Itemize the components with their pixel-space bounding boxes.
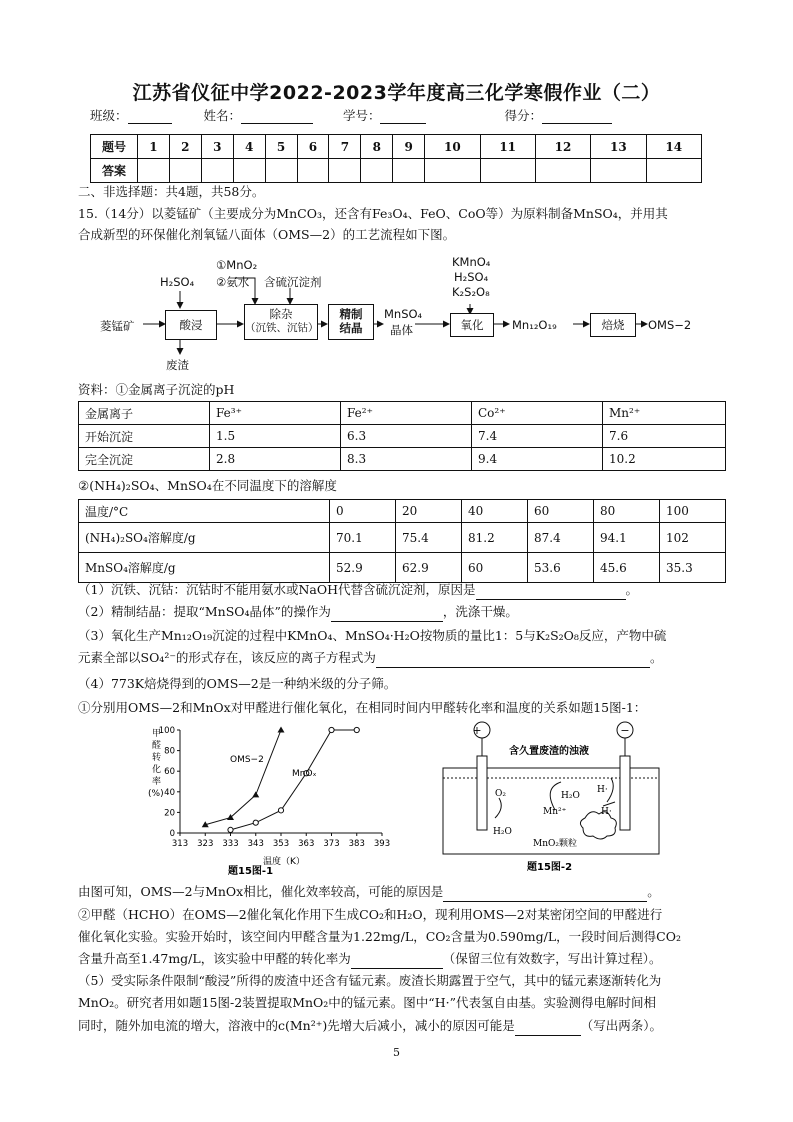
ph-cell: 10.2	[603, 448, 726, 471]
answer-blank[interactable]	[331, 609, 443, 622]
ph-header-cell: Fe³⁺	[210, 402, 341, 425]
sol-header-cell: 100	[660, 500, 726, 523]
mn2-label: Mn²⁺	[543, 807, 567, 817]
answer-cell[interactable]	[535, 159, 590, 183]
sol-cell: 102	[660, 523, 726, 553]
answer-blank[interactable]	[443, 889, 647, 902]
plus-sign: +	[472, 724, 482, 737]
question-4-2-line1: ②甲醛（HCHO）在OMS—2催化氧化作用下生成CO₂和H₂O，现利用OMS—2对某密闭空间的甲醛进行	[78, 907, 663, 922]
particle-label: MnO₂颗粒	[533, 839, 577, 849]
oxidant-kmno4-label: KMnO₄	[452, 255, 491, 269]
oxidant-h2so4-label: H₂SO₄	[454, 270, 489, 284]
series-line	[231, 730, 357, 830]
question-4-2-line3	[78, 949, 661, 969]
figure-2-caption: 题15图-2	[527, 862, 573, 873]
crystal-label: 晶体	[390, 323, 413, 337]
ph-header-cell: Fe²⁺	[341, 402, 472, 425]
solubility-table	[78, 499, 726, 583]
question-number: 2	[169, 135, 201, 159]
question-number: 10	[425, 135, 480, 159]
y-tick-label: 100	[158, 726, 175, 736]
table-row	[79, 523, 726, 553]
id-blank[interactable]	[380, 111, 426, 124]
x-tick-label: 323	[197, 839, 214, 849]
student-info	[90, 106, 612, 124]
h2o-mid-label: H₂O	[561, 791, 580, 801]
name-label: 姓名：	[203, 108, 241, 123]
slurry-label: 含久置废渣的浊液	[509, 746, 589, 757]
question-1-text: （1）沉铁、沉钴：沉钴时不能用氨水或NaOH代替含硫沉淀剂，原因是	[78, 582, 476, 597]
x-tick-label: 393	[373, 839, 391, 849]
impurity-removal-detail: （沉铁、沉钴）	[245, 322, 319, 334]
table-row	[79, 553, 726, 583]
chart-ylabel-line3: 转	[152, 753, 162, 763]
sol-header-cell: 40	[462, 500, 528, 523]
electrolysis-apparatus-diagram	[435, 718, 675, 876]
x-tick-label: 363	[298, 839, 315, 849]
answer-blank[interactable]	[376, 655, 650, 668]
question-number: 4	[233, 135, 265, 159]
answer-cell[interactable]	[646, 159, 701, 183]
x-tick-label: 373	[323, 839, 340, 849]
question-5-line2: MnO₂。研究者用如题15图-2装置提取MnO₂中的锰元素。图中“H·”代表氢自由基。实验测得电解时间相	[78, 995, 656, 1010]
y-tick-label: 0	[169, 829, 175, 839]
x-tick-label: 353	[272, 839, 290, 849]
answer-blank[interactable]	[476, 587, 626, 600]
series-label-oms2: OMS−2	[230, 755, 264, 765]
answer-table-answer-row	[91, 159, 702, 183]
question-number: 12	[535, 135, 590, 159]
reference-1-title: 资料：①金属离子沉淀的pH	[78, 382, 235, 397]
oxidation-box: 氧化	[450, 313, 494, 337]
question-4-2d-text: （保留三位有效数字，写出计算过程）。	[442, 951, 662, 966]
question-number: 11	[480, 135, 535, 159]
sol-cell: MnSO₄溶解度/g	[79, 553, 330, 583]
y-tick-label: 60	[164, 767, 175, 778]
oms2-product-label: OMS−2	[648, 318, 692, 332]
minus-sign: −	[620, 724, 630, 737]
answer-table	[90, 134, 702, 183]
chart-ylabel-line5: 率	[152, 777, 162, 787]
answer-cell[interactable]	[297, 159, 329, 183]
ph-header-cell: Co²⁺	[472, 402, 603, 425]
ph-cell: 1.5	[210, 425, 341, 448]
sol-cell: 60	[462, 553, 528, 583]
chart-ylabel-line4: 化	[152, 765, 162, 775]
data-point-oms2	[278, 727, 285, 733]
question-2-tail: ，洗涤干燥。	[442, 604, 518, 619]
y-tick-label: 40	[164, 787, 175, 798]
question-number: 8	[361, 135, 393, 159]
question-4-2c-text: 含量升高至1.47mg/L，该实验中甲醛的转化率为	[78, 951, 351, 966]
question-4: （4）773K焙烧得到的OMS—2是一种纳米级的分子筛。	[78, 676, 397, 691]
sol-cell: 62.9	[396, 553, 462, 583]
answer-cell[interactable]	[425, 159, 480, 183]
sol-header-cell: 0	[330, 500, 396, 523]
ph-table-header	[79, 402, 726, 425]
question-3-line1: （3）氧化生产Mn₁₂O₁₉沉淀的过程中KMnO₄、MnSO₄·H₂O按物质的量比1：5与K₂S₂O₈反应，产物中硫	[78, 628, 667, 643]
question-3-text: 元素全部以SO₄²⁻的形式存在，该反应的离子方程式为	[78, 650, 376, 665]
ph-cell: 9.4	[472, 448, 603, 471]
anode	[477, 756, 487, 830]
question-5d-text: （写出两条）。	[580, 1018, 662, 1033]
sol-cell: 45.6	[594, 553, 660, 583]
reaction-arrow	[603, 802, 615, 806]
answer-cell[interactable]	[169, 159, 201, 183]
calcination-box: 焙烧	[590, 313, 636, 337]
x-tick-label: 383	[348, 839, 365, 849]
ph-cell: 7.6	[603, 425, 726, 448]
answer-blank[interactable]	[351, 956, 443, 969]
impurity-removal-box	[244, 304, 318, 340]
reference-2-title: ②(NH₄)₂SO₄、MnSO₄在不同温度下的溶解度	[78, 478, 337, 493]
question-number: 14	[646, 135, 701, 159]
answer-cell[interactable]	[591, 159, 646, 183]
ph-table	[78, 401, 726, 471]
o2-label: O₂	[495, 789, 506, 799]
data-point-mnox	[228, 827, 233, 832]
reaction-arrow	[550, 782, 561, 810]
sol-header-cell: 80	[594, 500, 660, 523]
data-point-mnox	[354, 727, 359, 732]
answer-cell[interactable]	[138, 159, 170, 183]
conversion-rate-chart	[100, 718, 410, 876]
answer-cell[interactable]	[361, 159, 393, 183]
mn12o19-label: Mn₁₂O₁₉	[512, 318, 557, 332]
series-label-mnox: MnOₓ	[292, 769, 317, 779]
chart-ylabel-line1: 甲	[152, 729, 162, 739]
x-tick-label: 333	[222, 839, 239, 849]
question-2-text: （2）精制结晶：提取“MnSO₄晶体”的操作为	[78, 604, 331, 619]
figure-1-caption: 题15图-1	[228, 866, 274, 876]
page-number: 5	[393, 1046, 400, 1059]
sol-header-cell: 20	[396, 500, 462, 523]
reaction-arrow	[495, 798, 501, 818]
name-blank[interactable]	[241, 111, 313, 124]
chart-xlabel: 温度（K）	[263, 857, 305, 867]
answer-cell[interactable]	[329, 159, 361, 183]
chart-ylabel-line2: 醛	[152, 741, 162, 751]
data-point-mnox	[278, 808, 283, 813]
answer-cell[interactable]	[480, 159, 535, 183]
ph-cell: 8.3	[341, 448, 472, 471]
data-point-oms2	[252, 791, 259, 797]
question-2	[78, 602, 518, 622]
sol-cell: 70.1	[330, 523, 396, 553]
q15-stem-line1: 15.（14分）以菱锰矿（主要成分为MnCO₃，还含有Fe₃O₄、FeO、CoO等）为原料制备MnSO₄，并用其	[78, 206, 668, 221]
crystallize-label: 结晶	[339, 321, 363, 335]
x-tick-label: 313	[171, 839, 189, 849]
question-number: 3	[201, 135, 233, 159]
y-tick-label: 80	[164, 746, 175, 757]
data-point-mnox	[329, 727, 334, 732]
waste-residue-label: 废渣	[166, 358, 189, 372]
score-label: 得分：	[504, 108, 542, 123]
ph-header-cell: 金属离子	[79, 402, 210, 425]
class-label: 班级：	[90, 108, 128, 123]
ph-cell: 6.3	[341, 425, 472, 448]
answer-cell[interactable]	[265, 159, 297, 183]
question-number-label: 题号	[91, 135, 138, 159]
oxidant-k2s2o8-label: K₂S₂O₈	[452, 285, 490, 299]
question-number: 1	[138, 135, 170, 159]
refine-label: 精制	[339, 307, 363, 321]
acid-leach-box: 酸浸	[165, 310, 217, 340]
solubility-table-header	[79, 500, 726, 523]
answer-blank[interactable]	[515, 1023, 581, 1036]
answer-cell[interactable]	[393, 159, 425, 183]
sol-cell: 35.3	[660, 553, 726, 583]
chart-ylabel-line6: (%)	[148, 789, 164, 799]
data-point-mnox	[253, 820, 258, 825]
answer-cell[interactable]	[201, 159, 233, 183]
ph-cell: 开始沉淀	[79, 425, 210, 448]
question-number: 13	[591, 135, 646, 159]
reagent-sulfide-label: 含硫沉淀剂	[264, 275, 322, 289]
y-tick-label: 20	[164, 808, 175, 819]
h2o-left-label: H₂O	[493, 827, 512, 837]
sol-cell: 75.4	[396, 523, 462, 553]
answer-cell[interactable]	[233, 159, 265, 183]
ph-cell: 7.4	[472, 425, 603, 448]
question-number: 9	[393, 135, 425, 159]
sol-cell: 52.9	[330, 553, 396, 583]
refine-crystallize-box	[328, 304, 374, 340]
question-4-2-line2: 催化氧化实验。实验开始时，该空间内甲醛含量为1.22mg/L，CO₂含量为0.590mg/L，一段时间后测得CO₂	[78, 929, 681, 944]
sol-header-cell: 温度/°C	[79, 500, 330, 523]
score-blank[interactable]	[542, 111, 612, 124]
table-row	[79, 448, 726, 471]
question-1: （1）沉铁、沉钴：沉钴时不能用氨水或NaOH代替含硫沉淀剂，原因是 。	[78, 580, 638, 600]
question-5-line3	[78, 1016, 662, 1036]
cathode	[620, 756, 630, 830]
question-4-1-answer: 由图可知，OMS—2与MnOx相比，催化效率较高，可能的原因是 。	[78, 882, 660, 902]
section-heading: 二、非选择题：共4题，共58分。	[78, 184, 265, 199]
reaction-arrow	[607, 778, 613, 802]
page-title: 江苏省仪征中学2022-2023学年度高三化学寒假作业（二）	[132, 82, 661, 104]
ph-cell: 2.8	[210, 448, 341, 471]
ph-cell: 完全沉淀	[79, 448, 210, 471]
answer-label: 答案	[91, 159, 138, 183]
sol-cell: (NH₄)₂SO₄溶解度/g	[79, 523, 330, 553]
x-tick-label: 343	[247, 839, 264, 849]
question-5-line1: （5）受实际条件限制“酸浸”所得的废渣中还含有锰元素。废渣长期露置于空气，其中的锰元素逐渐转化为	[78, 973, 662, 988]
class-blank[interactable]	[128, 111, 172, 124]
question-4-1: ①分别用OMS—2和MnOx对甲醛进行催化氧化，在相同时间内甲醛转化率和温度的关系如题15图-1：	[78, 700, 647, 715]
reagent-ammonia-label: ②氨水	[216, 275, 250, 289]
h-radical-label-2: H·	[601, 807, 612, 817]
impurity-removal-title: 除杂	[269, 307, 293, 321]
h-radical-label-1: H·	[597, 785, 608, 795]
ph-header-cell: Mn²⁺	[603, 402, 726, 425]
question-number: 5	[265, 135, 297, 159]
question-number: 7	[329, 135, 361, 159]
question-number: 6	[297, 135, 329, 159]
question-5c-text: 同时，随外加电流的增大，溶液中的c(Mn²⁺)先增大后减小，减小的原因可能是	[78, 1018, 515, 1033]
mnso4-label: MnSO₄	[384, 307, 423, 321]
sol-cell: 81.2	[462, 523, 528, 553]
q15-stem-line2: 合成新型的环保催化剂氧锰八面体（OMS—2）的工艺流程如下图。	[78, 227, 456, 242]
question-4-1b-text: 由图可知，OMS—2与MnOx相比，催化效率较高，可能的原因是	[78, 884, 444, 899]
sol-cell: 94.1	[594, 523, 660, 553]
reagent-mno2-label: ①MnO₂	[216, 258, 258, 272]
table-row	[79, 425, 726, 448]
sol-header-cell: 60	[528, 500, 594, 523]
answer-table-header-row	[91, 135, 702, 159]
question-3-line2: 元素全部以SO₄²⁻的形式存在，该反应的离子方程式为 。	[78, 648, 662, 668]
raw-material-label: 菱锰矿	[100, 319, 135, 333]
acid-reagent-label: H₂SO₄	[160, 275, 195, 289]
sol-cell: 53.6	[528, 553, 594, 583]
series-line	[205, 730, 281, 825]
id-label: 学号：	[342, 108, 381, 123]
sol-cell: 87.4	[528, 523, 594, 553]
